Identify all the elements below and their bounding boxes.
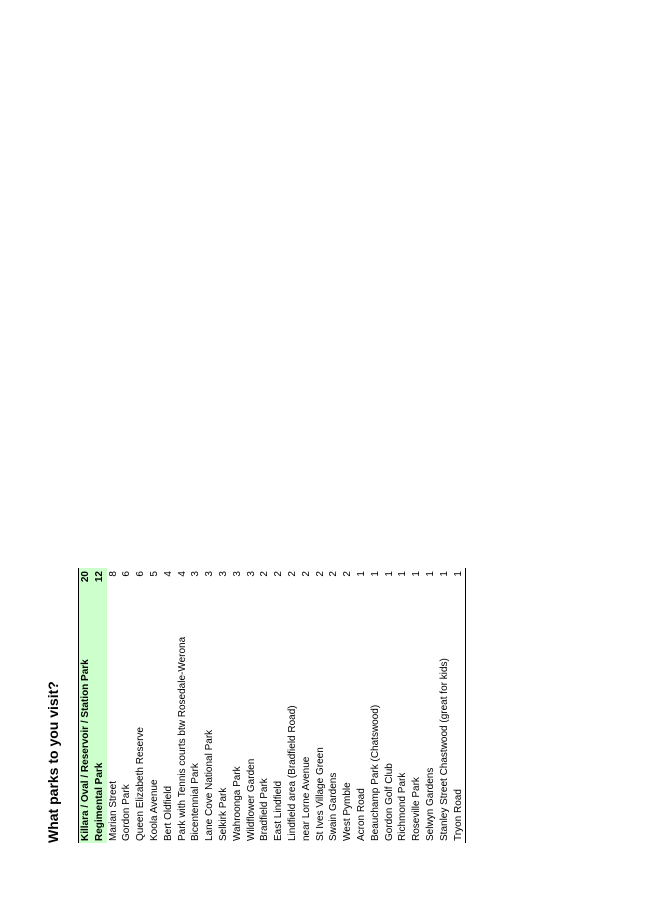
visit-count: 1	[424, 571, 436, 577]
table-row	[341, 568, 355, 843]
park-name: Killara / Oval / Reservoir / Station Park	[80, 659, 91, 841]
visit-count: 1	[452, 571, 464, 577]
visit-count: 4	[176, 571, 188, 577]
table-row	[217, 568, 231, 843]
visit-count: 1	[438, 571, 450, 577]
table-row	[245, 568, 259, 843]
park-name: West Pymble	[342, 782, 354, 841]
park-name: Wildflower Garden	[245, 758, 257, 841]
park-name: near Lorne Avenue	[300, 756, 312, 841]
visit-count: 1	[383, 571, 395, 577]
parks-table	[78, 568, 466, 843]
park-name: Selkirk Park	[217, 787, 229, 841]
park-name: Bert Oldfield	[162, 785, 174, 841]
table-row	[176, 568, 190, 843]
visit-count: 2	[259, 571, 271, 577]
park-name: Queen Elizabeth Reserve	[135, 727, 147, 841]
table-row	[286, 568, 300, 843]
table-row	[438, 568, 452, 843]
park-name: Gordon Golf Club	[383, 763, 395, 841]
park-name: St Ives Village Green	[314, 747, 326, 841]
park-name: Bradfield Park	[259, 778, 271, 841]
park-name: Koola Avenue	[148, 779, 160, 841]
table-row	[107, 568, 121, 843]
table-row	[396, 568, 410, 843]
visit-count: 2	[314, 571, 326, 577]
visit-count: 20	[80, 571, 91, 583]
visit-count: 3	[217, 571, 229, 577]
park-name: Lindfield area (Bradfield Road)	[286, 705, 298, 841]
table-row	[134, 568, 148, 843]
table-row	[203, 568, 217, 843]
table-row	[120, 568, 134, 843]
visit-count: 6	[135, 571, 147, 577]
table-row	[231, 568, 245, 843]
visit-count: 12	[93, 571, 105, 583]
visit-count: 2	[328, 571, 340, 577]
park-name: Regimental Park	[93, 762, 105, 841]
table-row	[383, 568, 397, 843]
park-name: Richmond Park	[397, 772, 409, 841]
visit-count: 3	[231, 571, 243, 577]
visit-count: 8	[107, 571, 119, 577]
table-row	[410, 568, 424, 843]
park-name: Stanley Street Chastwood (great for kids)	[438, 658, 450, 841]
park-name: Swain Gardens	[328, 772, 340, 841]
visit-count: 3	[190, 571, 202, 577]
park-name: Marian Street	[107, 780, 119, 841]
table-row	[258, 568, 272, 843]
park-name: Park with Tennis courts btw Rosedale-Werona	[176, 636, 188, 841]
table-row	[148, 568, 162, 843]
park-name: Acron Road	[355, 788, 367, 841]
park-name: Tryon Road	[452, 789, 464, 841]
park-name: Bicentennial Park	[190, 763, 202, 841]
table-row	[79, 568, 93, 843]
visit-count: 6	[121, 571, 133, 577]
park-name: Wahroonga Park	[231, 766, 243, 841]
table-row	[369, 568, 383, 843]
visit-count: 1	[369, 571, 381, 577]
table-row	[300, 568, 314, 843]
visit-count: 2	[300, 571, 312, 577]
visit-count: 2	[286, 571, 298, 577]
visit-count: 4	[162, 571, 174, 577]
park-name: Roseville Park	[411, 777, 423, 841]
table-row	[272, 568, 286, 843]
table-row	[327, 568, 341, 843]
visit-count: 3	[204, 571, 216, 577]
page-title: What parks to you visit?	[45, 681, 61, 843]
table-row	[424, 568, 438, 843]
table-row	[452, 568, 466, 843]
visit-count: 1	[397, 571, 409, 577]
table-row	[189, 568, 203, 843]
table-row	[314, 568, 328, 843]
visit-count: 5	[148, 571, 160, 577]
table-row	[93, 568, 107, 843]
table-row	[355, 568, 369, 843]
park-name: East Lindfield	[273, 780, 285, 841]
rotated-content	[45, 568, 475, 843]
visit-count: 1	[355, 571, 367, 577]
visit-count: 1	[411, 571, 423, 577]
park-name: Lane Cove National Park	[204, 729, 216, 841]
table-row	[162, 568, 176, 843]
visit-count: 2	[342, 571, 354, 577]
visit-count: 3	[245, 571, 257, 577]
park-name: Selwyn Gardens	[424, 767, 436, 841]
park-name: Gordon Park	[121, 784, 133, 841]
park-name: Beauchamp Park (Chatswood)	[369, 704, 381, 841]
visit-count: 2	[273, 571, 285, 577]
